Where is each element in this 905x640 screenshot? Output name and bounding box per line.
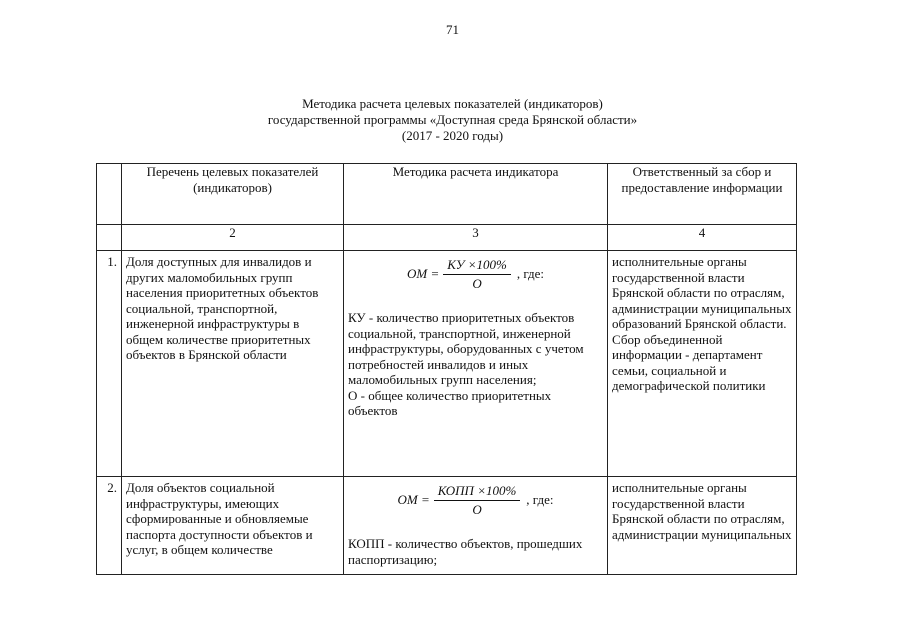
formula-suffix: , где: <box>526 492 554 508</box>
row-index: 1. <box>97 251 122 477</box>
formula-suffix: , где: <box>516 266 544 282</box>
table-row <box>97 477 797 575</box>
methodology-cell <box>344 477 608 575</box>
formula <box>348 482 603 518</box>
methodology-description <box>348 310 603 419</box>
formula-denominator: О <box>472 275 482 291</box>
methodology-line: КОПП - количество объектов, прошедших паспортизацию; <box>348 536 583 567</box>
row-index: 2. <box>97 477 122 575</box>
title-line-2: государственной программы «Доступная среда Брянской области» <box>267 112 638 127</box>
indicators-table <box>96 163 797 575</box>
indicator-text: Доля доступных для инвалидов и других маломобильных групп населения приоритетных объектов социальной, транспортной, инженерной инфраструктуры в общем количестве приоритетных объектов в Брянской области <box>122 251 344 477</box>
column-number-1 <box>97 225 122 251</box>
title-line-3: (2017 - 2020 годы) <box>401 128 504 143</box>
formula-fraction <box>434 483 521 517</box>
header-cell-index <box>97 164 122 225</box>
header-cell-methodology: Методика расчета индикатора <box>344 164 608 225</box>
methodology-description <box>348 536 603 567</box>
methodology-line: КУ - количество приоритетных объектов социальной, транспортной, инженерной инфраструктуры, оборудованных с учетом потребностей инвалидов и иных маломобильных групп населения; <box>348 310 584 387</box>
methodology-cell <box>344 251 608 477</box>
table-row <box>97 251 797 477</box>
page-number: 71 <box>446 22 459 37</box>
formula-denominator: О <box>472 501 482 517</box>
table-column-numbers-row <box>97 225 797 251</box>
formula-lhs: ОМ = <box>397 492 430 508</box>
title-line-1: Методика расчета целевых показателей (индикаторов) <box>302 96 603 111</box>
document-title <box>0 96 905 144</box>
column-number-2: 2 <box>122 225 344 251</box>
formula-lhs: ОМ = <box>407 266 440 282</box>
header-cell-responsible: Ответственный за сбор и предоставление информации <box>608 164 797 225</box>
column-number-4: 4 <box>608 225 797 251</box>
responsible-text: исполнительные органы государственной власти Брянской области по отраслям, администрации муниципальных <box>608 477 797 575</box>
formula-numerator: КОПП ×100% <box>434 483 521 501</box>
header-cell-indicators: Перечень целевых показателей (индикаторов) <box>122 164 344 225</box>
column-number-3: 3 <box>344 225 608 251</box>
methodology-line: О - общее количество приоритетных объектов <box>348 387 552 418</box>
formula-numerator: КУ ×100% <box>443 257 511 275</box>
formula <box>348 256 603 292</box>
responsible-text: исполнительные органы государственной власти Брянской области по отраслям, администрации муниципальных образований Брянской области. Сбор объединенной информации - департамент семьи, социальной и демографической политики <box>608 251 797 477</box>
indicator-text: Доля объектов социальной инфраструктуры, имеющих сформированные и обновляемые паспорта доступности объектов и услуг, в общем количестве <box>122 477 344 575</box>
formula-fraction <box>443 257 511 291</box>
table-header-row <box>97 164 797 225</box>
